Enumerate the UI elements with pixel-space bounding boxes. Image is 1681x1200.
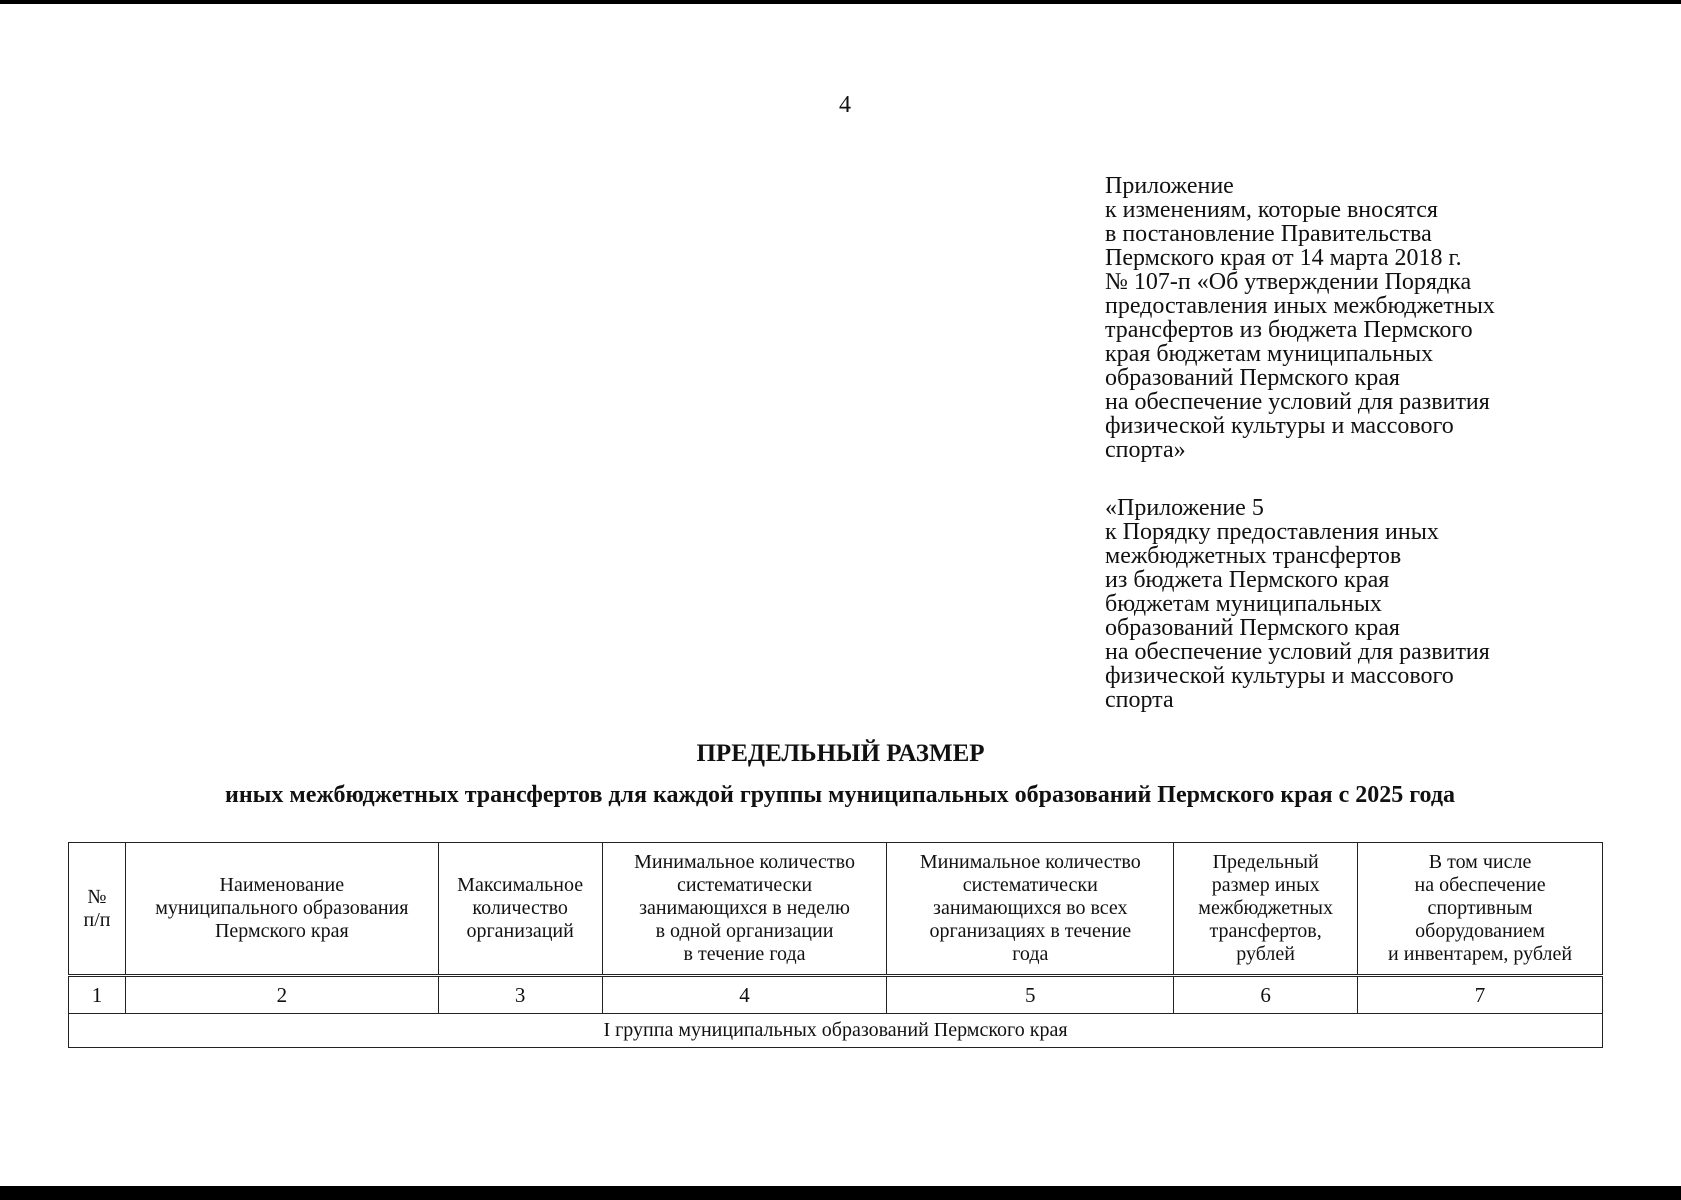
header-cell-max-transfer: Предельный размер иных межбюджетных трансфертов, рублей	[1174, 843, 1358, 976]
header-cell-municipality-name: Наименование муниципального образования Пермского края	[125, 843, 438, 976]
document-title: ПРЕДЕЛЬНЫЙ РАЗМЕР	[696, 740, 985, 767]
header-cell-min-all-organizations: Минимальное количество систематически занимающихся во всех организациях в течение года	[887, 843, 1174, 976]
appendix-line: межбюджетных трансфертов	[1105, 543, 1402, 569]
column-number-cell: 4	[602, 976, 887, 1014]
header-cell-equipment: В том числе на обеспечение спортивным оборудованием и инвентарем, рублей	[1358, 843, 1603, 976]
annex-line: к изменениям, которые вносятся	[1105, 197, 1438, 223]
header-row	[69, 843, 1603, 976]
annex-line: в постановление Правительства	[1105, 221, 1432, 247]
appendix-block	[1105, 496, 1625, 712]
page-number: 4	[839, 92, 851, 118]
annex-line: Приложение	[1105, 173, 1234, 199]
annex-line: края бюджетам муниципальных	[1105, 341, 1434, 367]
appendix-line: образований Пермского края	[1105, 615, 1400, 641]
annex-line: трансфертов из бюджета Пермского	[1105, 317, 1473, 343]
header-cell-number: № п/п	[69, 843, 126, 976]
column-number-cell: 6	[1174, 976, 1358, 1014]
column-number-row	[69, 976, 1603, 1014]
appendix-line: физической культуры и массового	[1105, 663, 1454, 689]
appendix-line: на обеспечение условий для развития	[1105, 639, 1490, 665]
annex-block	[1105, 174, 1625, 462]
annex-line: физической культуры и массового	[1105, 413, 1454, 439]
scan-border-top	[0, 0, 1681, 4]
annex-line: предоставления иных межбюджетных	[1105, 293, 1495, 319]
appendix-line: к Порядку предоставления иных	[1105, 519, 1439, 545]
group-row-label: I группа муниципальных образований Пермского края	[69, 1014, 1603, 1048]
appendix-line: бюджетам муниципальных	[1105, 591, 1382, 617]
column-number-cell: 2	[125, 976, 438, 1014]
header-cell-max-organizations: Максимальное количество организаций	[438, 843, 602, 976]
annex-line: Пермского края от 14 марта 2018 г.	[1105, 245, 1462, 271]
column-number-cell: 3	[438, 976, 602, 1014]
appendix-line: «Приложение 5	[1105, 495, 1264, 521]
appendix-line: из бюджета Пермского края	[1105, 567, 1390, 593]
column-number-cell: 7	[1358, 976, 1603, 1014]
document-subtitle: иных межбюджетных трансфертов для каждой группы муниципальных образований Пермского края с 2025 года	[225, 782, 1455, 808]
annex-line: на обеспечение условий для развития	[1105, 389, 1490, 415]
appendix-line: спорта	[1105, 687, 1174, 713]
annex-line: спорта»	[1105, 437, 1186, 463]
group-row	[69, 1014, 1603, 1048]
transfer-limits-table	[68, 842, 1603, 1048]
column-number-cell: 1	[69, 976, 126, 1014]
column-number-cell: 5	[887, 976, 1174, 1014]
header-cell-min-per-organization: Минимальное количество систематически занимающихся в неделю в одной организации в течение года	[602, 843, 887, 976]
annex-line: образований Пермского края	[1105, 365, 1400, 391]
scan-border-bottom	[0, 1186, 1681, 1200]
annex-line: № 107-п «Об утверждении Порядка	[1105, 269, 1472, 295]
